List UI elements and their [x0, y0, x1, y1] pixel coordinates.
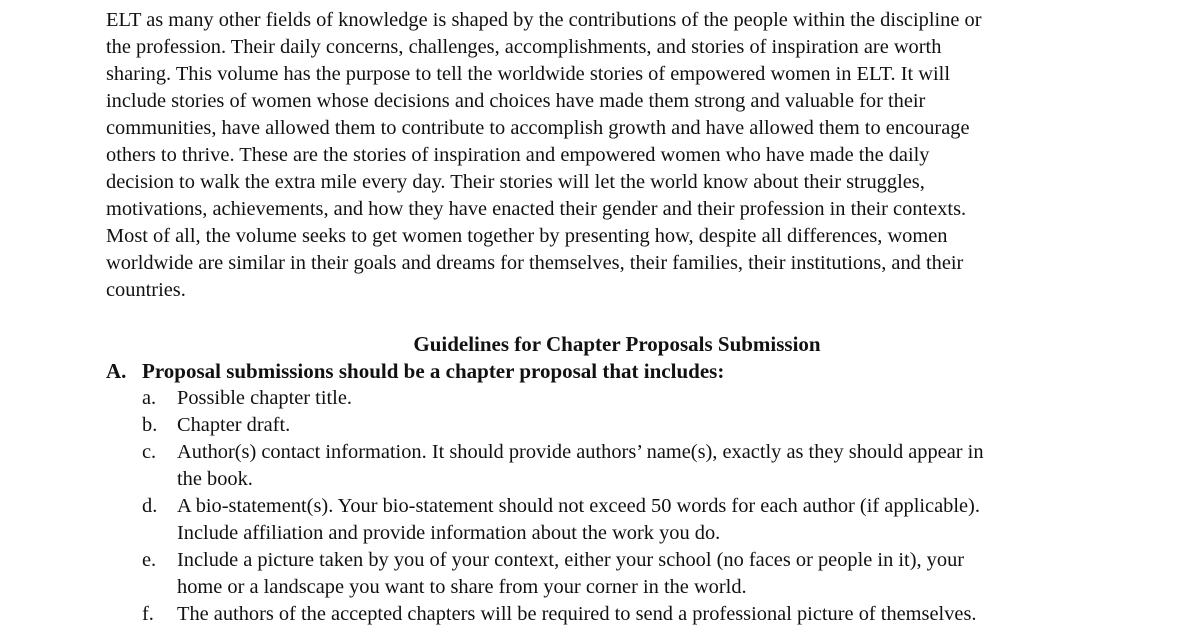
intro-line: Most of all, the volume seeks to get women together by presenting how, despite all differences, women — [106, 225, 948, 247]
list-marker: b. — [142, 414, 158, 436]
list-marker: c. — [142, 441, 157, 463]
intro-line: the profession. Their daily concerns, challenges, accomplishments, and stories of inspiration are worth — [106, 36, 942, 58]
list-marker: f. — [142, 603, 154, 625]
section-a-letter: A. — [106, 359, 127, 383]
intro-line: motivations, achievements, and how they have enacted their gender and their profession in their contexts. — [106, 198, 967, 220]
list-item-continuation: Include affiliation and provide information about the work you do. — [177, 522, 721, 544]
intro-line: communities, have allowed them to contribute to accomplish growth and have allowed them to encourage — [106, 117, 970, 139]
intro-line: ELT as many other fields of knowledge is shaped by the contributions of the people within the discipline or — [106, 9, 982, 31]
list-item-text: A bio-statement(s). Your bio-statement should not exceed 50 words for each author (if applicable). — [177, 495, 980, 517]
list-item-text: Author(s) contact information. It should provide authors’ name(s), exactly as they should appear in — [177, 441, 984, 463]
list-marker: e. — [142, 549, 157, 571]
list-item — [142, 439, 984, 466]
intro-line: sharing. This volume has the purpose to tell the worldwide stories of empowered women in ELT. It will — [106, 63, 950, 85]
list-item — [142, 601, 976, 628]
list-marker: d. — [142, 495, 158, 517]
section-a-text: Proposal submissions should be a chapter proposal that includes: — [142, 359, 725, 383]
list-item — [142, 547, 964, 574]
intro-line: countries. — [106, 279, 186, 301]
intro-line: include stories of women whose decisions and choices have made them strong and valuable for their — [106, 90, 926, 112]
list-item-text: Possible chapter title. — [177, 387, 352, 409]
list-item — [142, 412, 290, 439]
intro-line: others to thrive. These are the stories of inspiration and empowered women who have made the daily — [106, 144, 930, 166]
list-item-continuation: the book. — [177, 468, 253, 490]
section-a-heading — [106, 358, 724, 385]
list-item-text: The authors of the accepted chapters will be required to send a professional picture of themselves. — [177, 603, 977, 625]
list-item-text: Include a picture taken by you of your context, either your school (no faces or people in it), your — [177, 549, 965, 571]
guidelines-title: Guidelines for Chapter Proposals Submission — [413, 332, 821, 356]
intro-line: decision to walk the extra mile every day. Their stories will let the world know about their struggles, — [106, 171, 925, 193]
list-item-continuation: home or a landscape you want to share from your corner in the world. — [177, 576, 747, 598]
list-item — [142, 493, 980, 520]
list-item — [142, 385, 352, 412]
list-marker: a. — [142, 387, 157, 409]
intro-line: worldwide are similar in their goals and dreams for themselves, their families, their institutions, and their — [106, 252, 964, 274]
list-item-text: Chapter draft. — [177, 414, 291, 436]
